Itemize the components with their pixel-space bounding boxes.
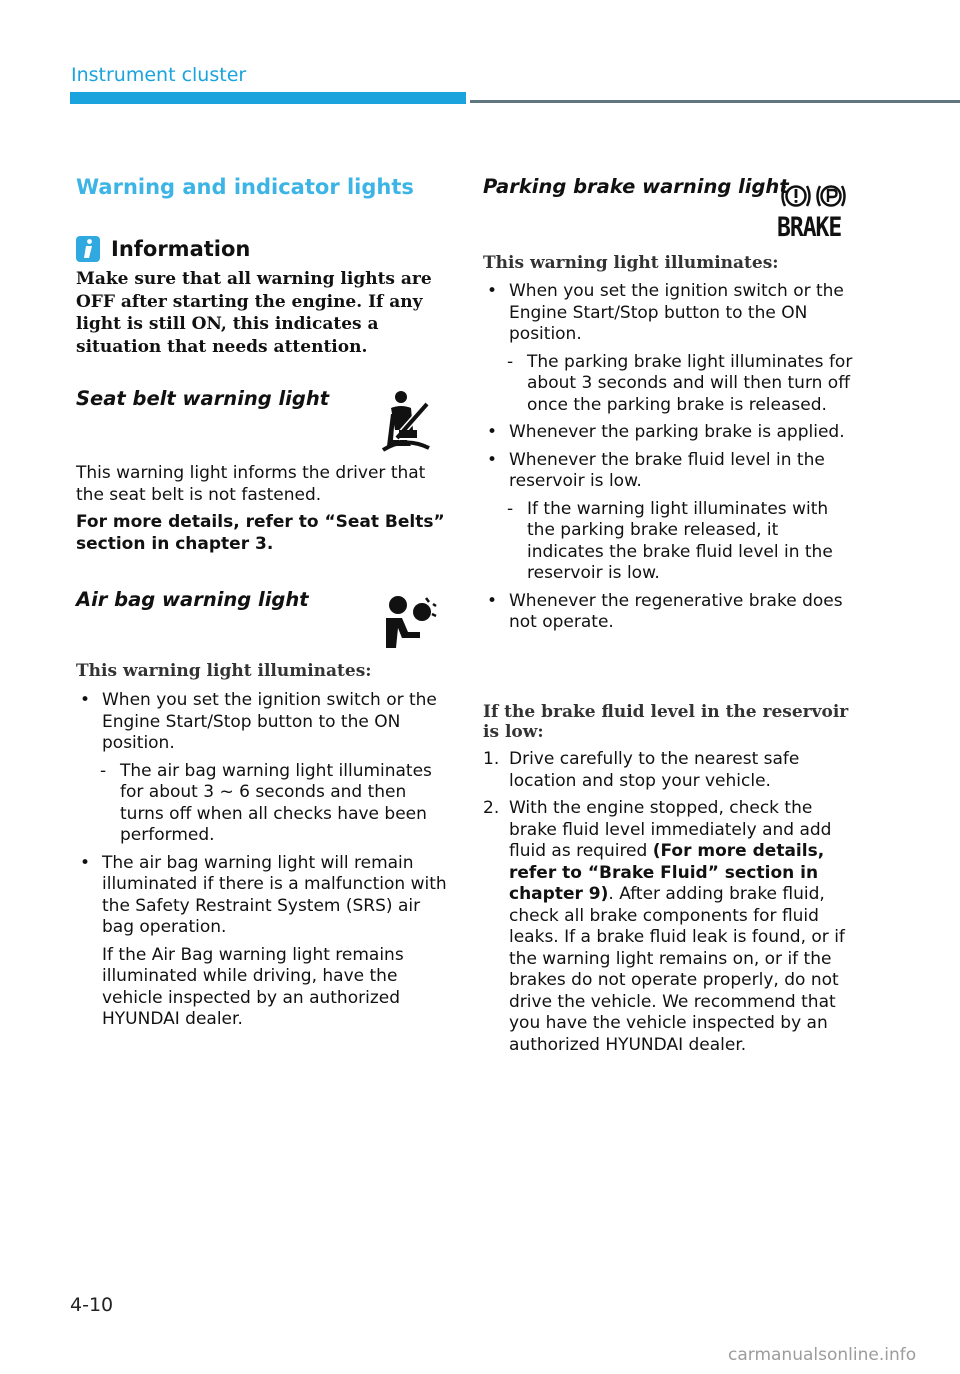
air-bag-subheading: This warning light illuminates: <box>76 661 372 681</box>
list-item <box>483 422 855 444</box>
list-item-text: Whenever the regenerative brake does not operate. <box>509 590 843 632</box>
dash-mark: - <box>507 351 514 372</box>
parking-brake-list <box>483 281 855 634</box>
list-item-text: The parking brake light illuminates for about 3 seconds and will then turn off once the parking brake is released. <box>527 351 853 415</box>
list-item-text: If the warning light illuminates with the parking brake released, it indicates the brake fluid level in the reservoir is low. <box>527 498 833 583</box>
step-text: Drive carefully to the nearest safe location and stop your vehicle. <box>509 749 800 791</box>
step-text-continued: . After adding brake fluid, check all brake components for fluid leaks. If a brake fluid leak is found, or if the warning light remains on, or if the brakes do not operate properly, do not drive the vehicle. We recommend that you have the vehicle inspected by an authorized HYUNDAI dealer. <box>509 884 845 1055</box>
list-item-text: The air bag warning light illuminates for about 3 ~ 6 seconds and then turns off when all checks have been performed. <box>120 760 432 845</box>
air-bag-warning-icon <box>378 594 438 649</box>
info-icon <box>76 236 100 262</box>
bullet-mark: • <box>80 852 91 873</box>
bullet-mark: • <box>487 590 498 611</box>
header-rule <box>470 100 960 103</box>
bullet-mark: • <box>80 690 91 710</box>
list-item <box>76 690 448 755</box>
section-title: Warning and indicator lights <box>76 175 414 199</box>
step-text: With the engine stopped, check the brake fluid level immediately and add fluid as required <box>509 798 832 861</box>
page-header-title: Instrument cluster <box>71 64 247 86</box>
brake-label: BRAKE <box>777 212 842 243</box>
seat-belt-text <box>76 463 448 555</box>
brake-fluid-steps <box>483 749 855 1056</box>
information-title: Information <box>111 237 251 261</box>
list-subitem <box>76 761 448 847</box>
list-item-text: Whenever the brake fluid level in the reservoir is low. <box>509 449 825 491</box>
step-reference: (For more details, refer to “Brake Fluid” section in chapter 9) <box>509 841 825 904</box>
parking-brake-heading: Parking brake warning light <box>483 175 789 198</box>
bullet-mark: • <box>487 281 498 301</box>
list-item <box>483 591 855 634</box>
list-item-text: Whenever the parking brake is applied. <box>509 422 845 442</box>
information-heading <box>76 236 448 262</box>
list-item <box>483 450 855 493</box>
header-accent-bar <box>70 92 466 104</box>
parking-brake-subheading: This warning light illuminates: <box>483 253 779 273</box>
dash-mark: - <box>100 760 107 781</box>
parking-brake-warning-icon <box>777 182 849 243</box>
air-bag-list <box>76 690 448 1031</box>
step-number: 1. <box>483 749 500 769</box>
air-bag-heading: Air bag warning light <box>76 588 309 611</box>
list-item-text: The air bag warning light will remain illuminated if there is a malfunction with the Safety Restraint System (SRS) air bag operation. <box>102 852 447 937</box>
watermark: carmanualsonline.info <box>728 1345 917 1365</box>
list-item <box>483 281 855 346</box>
brake-fluid-subheading: If the brake fluid level in the reservoir is low: <box>483 702 849 742</box>
dash-mark: - <box>507 498 514 519</box>
numbered-step <box>483 749 855 792</box>
bullet-mark: • <box>487 422 498 442</box>
seat-belt-description: This warning light informs the driver that the seat belt is not fastened. <box>76 463 426 505</box>
seat-belt-heading: Seat belt warning light <box>76 387 330 410</box>
list-item-text: When you set the ignition switch or the Engine Start/Stop button to the ON position. <box>102 690 437 753</box>
list-item-continuation <box>76 945 448 1031</box>
list-item-text: When you set the ignition switch or the Engine Start/Stop button to the ON position. <box>509 281 844 344</box>
bullet-mark: • <box>487 449 498 470</box>
numbered-step <box>483 798 855 1056</box>
seat-belt-warning-icon <box>377 390 435 452</box>
list-subitem <box>483 352 855 417</box>
list-item <box>76 853 448 939</box>
list-item-text: If the Air Bag warning light remains illuminated while driving, have the vehicle inspected by an authorized HYUNDAI dealer. <box>102 944 404 1029</box>
list-subitem <box>483 499 855 585</box>
information-text: Make sure that all warning lights are OFF after starting the engine. If any light is still ON, this indicates a situation that needs attention. <box>76 269 432 357</box>
brake-symbols-icon <box>779 182 849 210</box>
step-number: 2. <box>483 798 500 818</box>
page-number: 4-10 <box>70 1294 114 1316</box>
seat-belt-reference: For more details, refer to “Seat Belts” section in chapter 3. <box>76 512 445 554</box>
